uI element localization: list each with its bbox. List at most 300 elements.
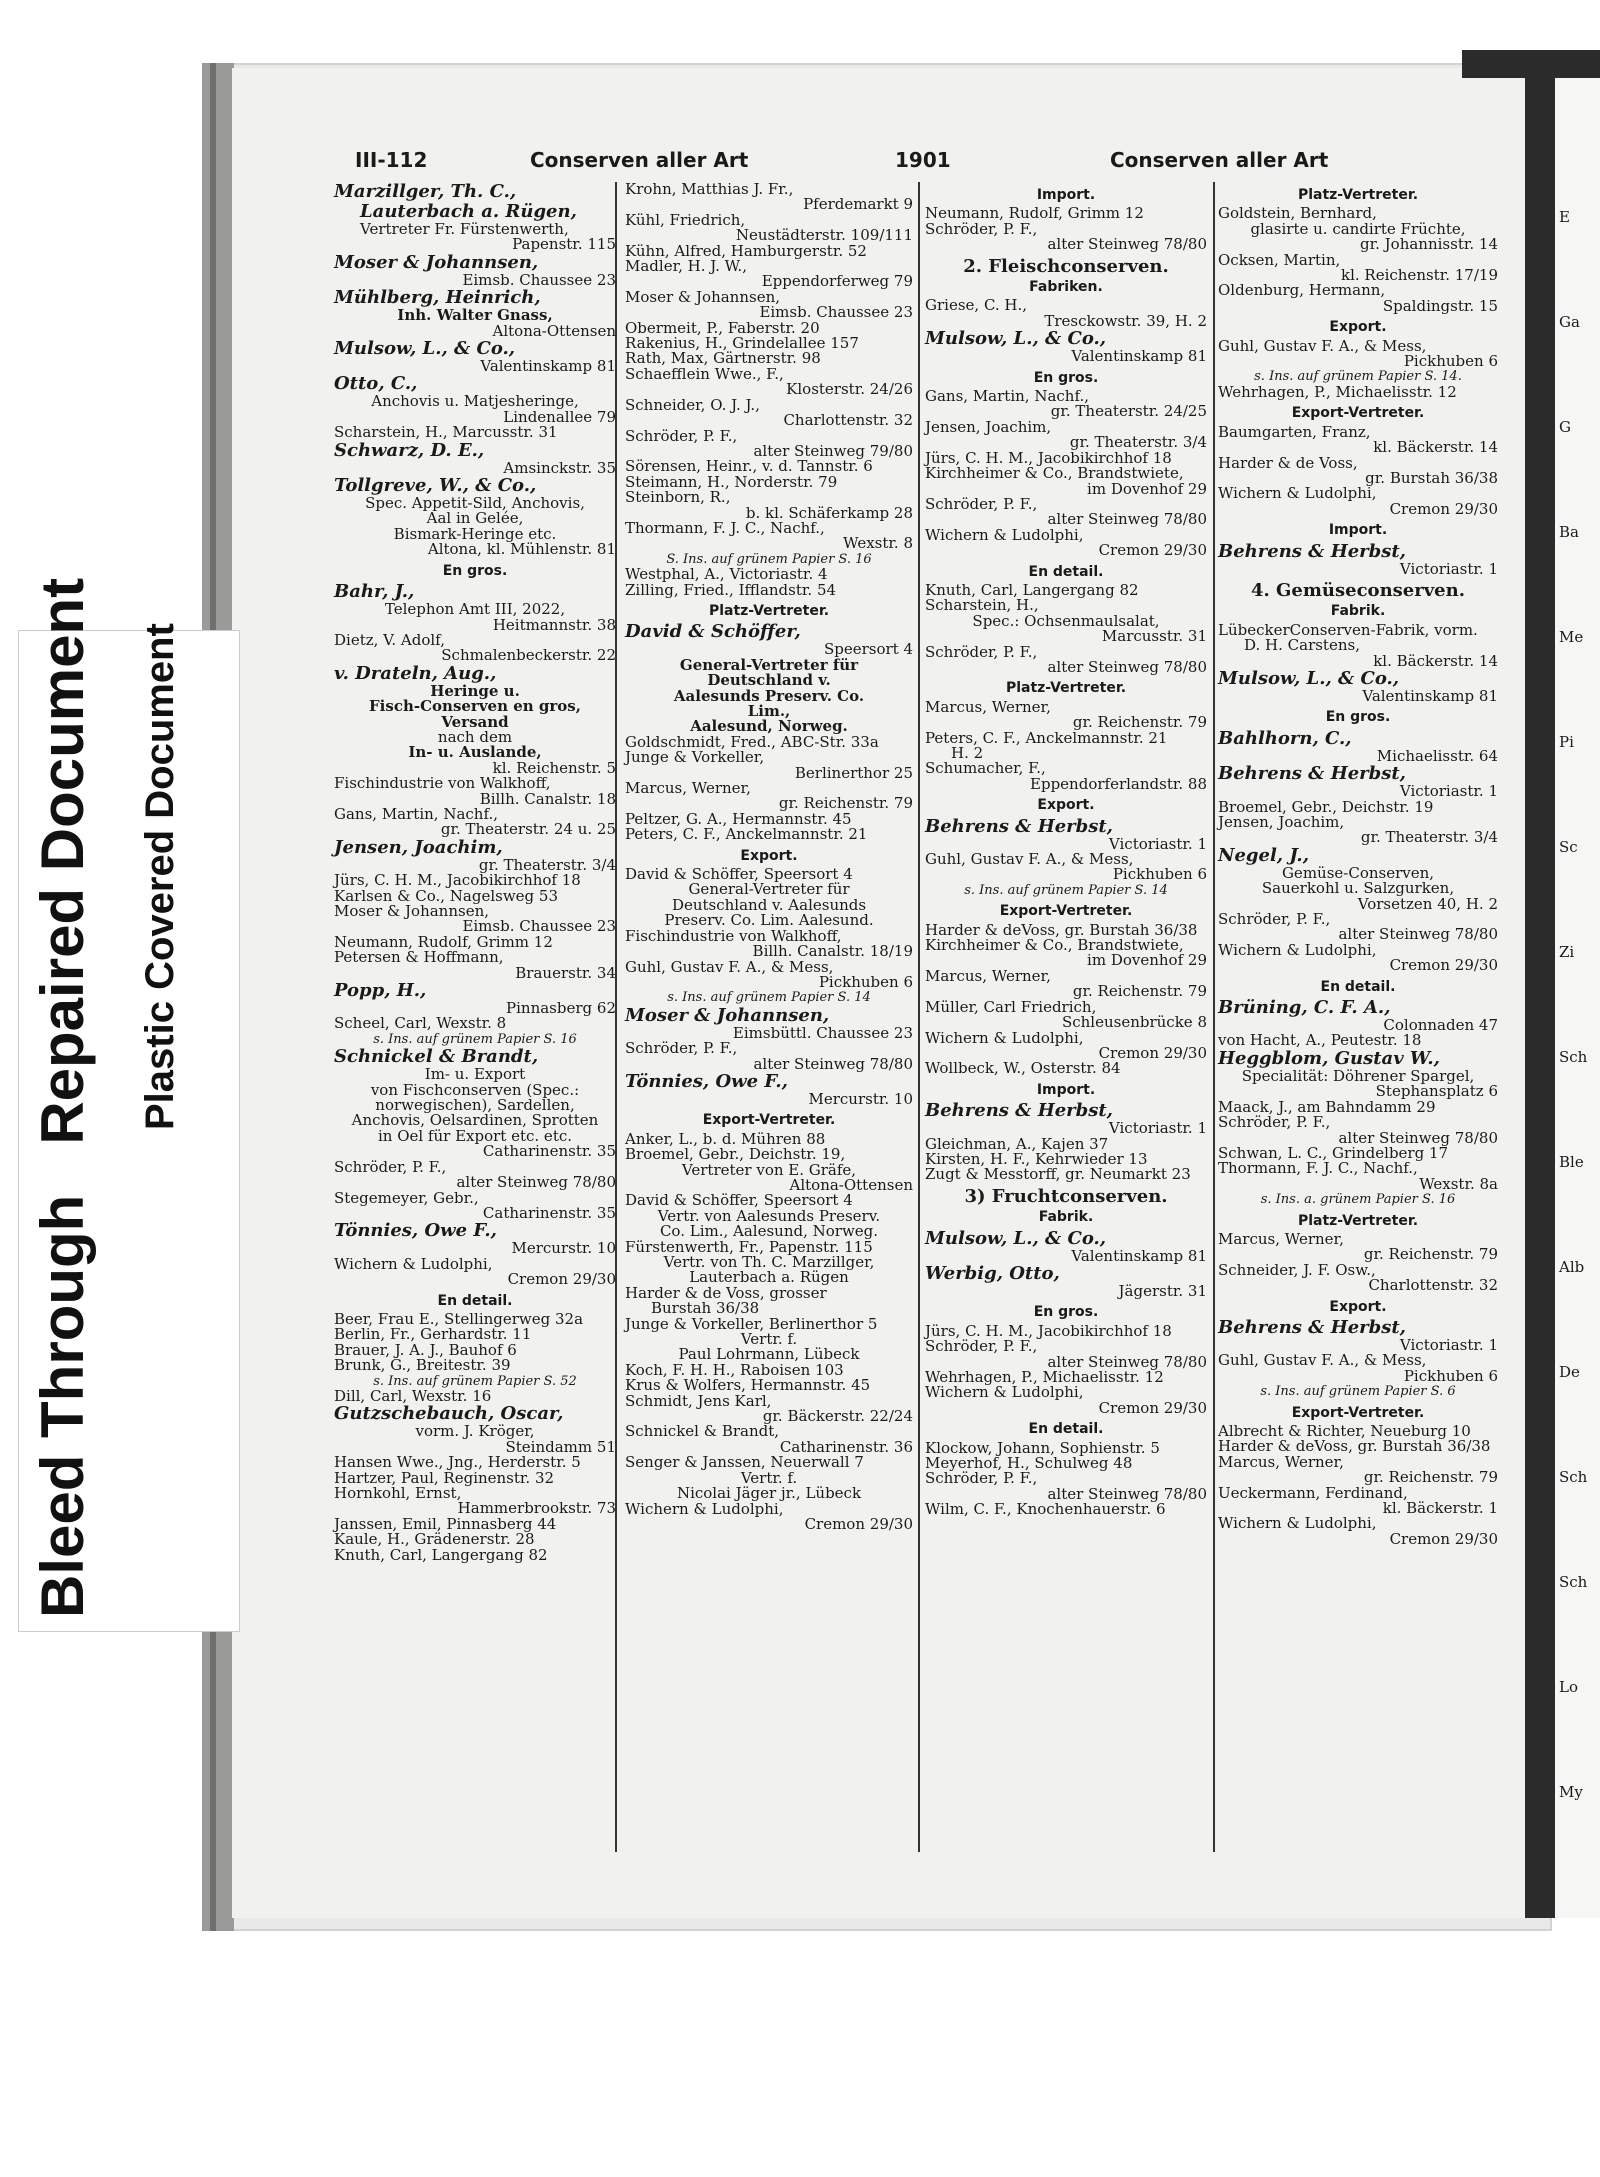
header-year: 1901 — [895, 148, 951, 172]
directory-line: kl. Bäckerstr. 14 — [1373, 651, 1498, 670]
firm-name: Otto, C., — [334, 373, 418, 395]
section-heading: Import. — [1036, 187, 1096, 203]
directory-line: Dill, Carl, Wexstr. 16 — [334, 1386, 492, 1405]
adjacent-page-text: Ble — [1559, 1153, 1584, 1171]
firm-name: Tollgreve, W., & Co., — [334, 475, 537, 497]
firm-name: Behrens & Herbst, — [1218, 1316, 1406, 1338]
directory-line: gr. Reichenstr. 79 — [1072, 982, 1207, 1001]
section-heading: Platz-Vertreter. — [1297, 187, 1419, 203]
directory-line: Sörensen, Heinr., v. d. Tannstr. 6 — [625, 457, 873, 476]
section-heading: En gros. — [442, 562, 508, 579]
directory-line: Wichern & Ludolphi, — [925, 1028, 1084, 1047]
adjacent-page-text: Me — [1559, 628, 1584, 646]
bleed-through-label — [28, 578, 97, 1618]
directory-line: Deutschland v. — [707, 671, 831, 690]
directory-line: Müller, Carl Friedrich, — [925, 997, 1097, 1016]
directory-line: Neumann, Rudolf, Grimm 12 — [925, 204, 1144, 223]
directory-line: Marcus, Werner, — [1218, 1452, 1344, 1471]
directory-line: Harder & de Voss, — [1218, 453, 1358, 472]
directory-line: Jensen, Joachim, — [1218, 813, 1345, 831]
repaired-document-text: Repaired Document — [29, 577, 96, 1145]
directory-line: Schneider, O. J. J., — [625, 395, 760, 414]
firm-name: Popp, H., — [334, 980, 427, 1002]
directory-line: Marcus, Werner, — [1218, 1229, 1344, 1248]
directory-line: Cremon 29/30 — [507, 1270, 616, 1289]
directory-line: gr. Reichenstr. 79 — [1363, 1245, 1498, 1264]
firm-name: Behrens & Herbst, — [925, 1100, 1113, 1122]
directory-line: Harder & de Voss, grosser — [625, 1283, 827, 1302]
directory-line: Wexstr. 8 — [843, 534, 913, 553]
directory-line: In- u. Auslande, — [408, 743, 542, 762]
directory-line: Dietz, V. Adolf, — [334, 630, 445, 649]
firm-name: David & Schöffer, — [625, 621, 801, 643]
directory-column-3 — [925, 182, 1207, 1518]
directory-line: Guhl, Gustav F. A., & Mess, — [925, 850, 1134, 869]
directory-line: Kühn, Alfred, Hamburgerstr. 52 — [625, 241, 867, 260]
directory-line: Ocksen, Martin, — [1218, 250, 1341, 269]
directory-line: Catharinenstr. 35 — [482, 1203, 616, 1222]
firm-name: Schwarz, D. E., — [334, 439, 485, 461]
directory-line: Zugt & Messtorff, gr. Neumarkt 23 — [925, 1165, 1191, 1184]
directory-line: Victoriastr. 1 — [1399, 559, 1498, 578]
directory-line: Pferdemarkt 9 — [803, 195, 913, 214]
directory-line: Baumgarten, Franz, — [1218, 422, 1371, 441]
directory-line: Wichern & Ludolphi, — [925, 525, 1084, 544]
directory-line: gr. Reichenstr. 79 — [1072, 713, 1207, 732]
directory-line: Ueckermann, Ferdinand, — [1218, 1483, 1408, 1502]
insert-note: s. Ins. auf grünem Papier S. 14. — [1254, 369, 1462, 385]
directory-line: Hartzer, Paul, Reginenstr. 32 — [334, 1468, 555, 1487]
directory-line: gr. Theaterstr. 3/4 — [1069, 433, 1207, 452]
directory-line: Janssen, Emil, Pinnasberg 44 — [334, 1514, 557, 1533]
directory-line: Knuth, Carl, Langergang 82 — [925, 580, 1139, 599]
directory-line: Gans, Martin, Nachf., — [925, 387, 1089, 406]
directory-line: alter Steinweg 78/80 — [1047, 510, 1207, 529]
directory-line: kl. Bäckerstr. 14 — [1373, 438, 1498, 457]
insert-note: s. Ins. auf grünem Papier S. 52 — [373, 1373, 577, 1389]
header-title-right: Conserven aller Art — [1110, 148, 1329, 172]
directory-line: Schröder, P. F., — [1218, 1113, 1331, 1132]
directory-line: Heitmannstr. 38 — [492, 615, 616, 634]
directory-line: Vertreter von E. Gräfe, — [681, 1160, 857, 1179]
directory-line: Victoriastr. 1 — [1108, 834, 1207, 853]
directory-line: Specialität: Döhrener Spargel, — [1241, 1066, 1475, 1085]
directory-line: Schröder, P. F., — [625, 1039, 738, 1058]
firm-name: Marzillger, Th. C., — [334, 181, 517, 202]
directory-line: Aalesund, Norweg. — [690, 717, 848, 736]
firm-name: Mulsow, L., & Co., — [1218, 667, 1400, 689]
directory-line: Schmalenbeckerstr. 22 — [441, 646, 616, 665]
directory-line: Spec.: Ochsenmaulsalat, — [972, 611, 1160, 630]
directory-line: vorm. J. Kröger, — [415, 1422, 535, 1441]
directory-line: Steindamm 51 — [505, 1437, 616, 1456]
adjacent-page-text: E — [1559, 208, 1570, 226]
directory-line: D. H. Carstens, — [1244, 636, 1360, 655]
directory-line: Jürs, C. H. M., Jacobikirchhof 18 — [925, 448, 1172, 467]
section-heading: Export-Vertreter. — [1291, 1404, 1425, 1421]
directory-line: Valentinskamp 81 — [1071, 1246, 1207, 1265]
directory-line: Telephon Amt III, 2022, — [384, 600, 566, 619]
directory-line: Eimsb. Chaussee 23 — [462, 270, 616, 289]
section-heading: Platz-Vertreter. — [1005, 680, 1127, 697]
directory-line: Scharstein, H., — [925, 596, 1039, 615]
directory-line: Schröder, P. F., — [925, 1337, 1038, 1356]
directory-line: Oldenburg, Hermann, — [1218, 281, 1386, 300]
firm-name: Heggblom, Gustav W., — [1218, 1047, 1440, 1069]
directory-line: Schröder, P. F., — [925, 494, 1038, 513]
directory-line: Scheel, Carl, Wexstr. 8 — [334, 1014, 507, 1033]
directory-line: gr. Theaterstr. 24 u. 25 — [440, 820, 616, 839]
firm-name: Mulsow, L., & Co., — [925, 1227, 1107, 1249]
directory-line: Spec. Appetit-Sild, Anchovis, — [365, 494, 585, 513]
directory-line: Co. Lim., Aalesund, Norweg. — [659, 1222, 879, 1241]
directory-line: Marcus, Werner, — [925, 697, 1051, 716]
directory-line: Schwan, L. C., Grindelberg 17 — [1218, 1143, 1449, 1162]
directory-line: Marcus, Werner, — [925, 966, 1051, 985]
insert-note: s. Ins. auf grünem Papier S. 6 — [1260, 1384, 1456, 1400]
page-number: III-112 — [355, 148, 428, 172]
directory-line: Westphal, A., Victoriastr. 4 — [625, 565, 828, 584]
insert-note: s. Ins. auf grünem Papier S. 14 — [964, 882, 1168, 898]
directory-line: LübeckerConserven-Fabrik, vorm. — [1218, 620, 1478, 639]
directory-line: Brauerstr. 34 — [515, 963, 616, 982]
directory-line: Altona-Ottensen — [789, 1175, 913, 1194]
section-heading: Export-Vertreter. — [999, 903, 1133, 920]
directory-line: von Fischconserven (Spec.: — [370, 1080, 580, 1099]
directory-line: gr. Reichenstr. 79 — [778, 794, 913, 813]
directory-line: Aal in Gelée, — [426, 509, 524, 528]
adjacent-page-text: Alb — [1559, 1258, 1585, 1276]
directory-line: Moser & Johannsen, — [625, 287, 780, 306]
firm-name: Behrens & Herbst, — [1218, 540, 1406, 562]
directory-line: Speersort 4 — [823, 640, 913, 659]
directory-line: Valentinskamp 81 — [1362, 686, 1498, 705]
scan-dark-edge-right — [1525, 68, 1555, 1918]
directory-line: Schröder, P. F., — [925, 219, 1038, 238]
directory-line: General-Vertreter für — [679, 655, 859, 674]
directory-line: Schröder, P. F., — [625, 426, 738, 445]
directory-line: David & Schöffer, Speersort 4 — [625, 865, 853, 884]
adjacent-page-text: Zi — [1559, 943, 1575, 961]
section-heading: Fabriken. — [1029, 279, 1103, 296]
section-heading: Export-Vertreter. — [1291, 405, 1425, 422]
firm-name: Schnickel & Brandt, — [334, 1046, 539, 1068]
column-rule — [918, 182, 920, 1852]
directory-line: Wichern & Ludolphi, — [1218, 940, 1377, 959]
directory-line: gr. Bäckerstr. 22/24 — [762, 1407, 913, 1426]
directory-line: Krus & Wolfers, Hermannstr. 45 — [625, 1376, 871, 1395]
directory-line: Cremon 29/30 — [1389, 956, 1498, 975]
directory-line: Billh. Canalstr. 18/19 — [752, 942, 913, 961]
firm-name: Gutzschebauch, Oscar, — [334, 1403, 564, 1425]
firm-name: Moser & Johannsen, — [334, 251, 539, 273]
plastic-covered-label: Plastic Covered Document — [138, 623, 182, 1130]
directory-line: Rakenius, H., Grindelallee 157 — [625, 334, 859, 353]
directory-line: Deutschland v. Aalesunds — [671, 895, 867, 914]
directory-line: Victoriastr. 1 — [1399, 1335, 1498, 1354]
directory-line: Berlinerthor 25 — [794, 763, 913, 782]
firm-name: Bahlhorn, C., — [1218, 727, 1352, 749]
section-heading: Export. — [740, 847, 798, 864]
directory-line: Brunk, G., Breitestr. 39 — [334, 1356, 511, 1375]
directory-line: Jürs, C. H. M., Jacobikirchhof 18 — [925, 1321, 1172, 1340]
directory-line: Charlottenstr. 32 — [783, 411, 913, 430]
directory-line: Kirchheimer & Co., Brandstwiete, — [925, 464, 1184, 483]
section-heading: Platz-Vertreter. — [708, 602, 830, 619]
directory-line: gr. Johannisstr. 14 — [1360, 235, 1498, 254]
adjacent-page-text: Sch — [1559, 1048, 1588, 1066]
directory-line: Hammerbrookstr. 73 — [457, 1499, 616, 1518]
directory-line: Tresckowstr. 39, H. 2 — [1044, 311, 1207, 330]
directory-line: Petersen & Hoffmann, — [334, 948, 504, 967]
directory-line: Catharinenstr. 35 — [482, 1142, 616, 1161]
directory-line: Broemel, Gebr., Deichstr. 19, — [625, 1145, 846, 1164]
directory-line: Fisch-Conserven en gros, — [369, 697, 581, 716]
directory-line: Amsinckstr. 35 — [503, 458, 616, 477]
directory-line: Neustädterstr. 109/111 — [735, 226, 913, 245]
directory-line: Beer, Frau E., Stellingerweg 32a — [334, 1309, 584, 1328]
directory-line: gr. Theaterstr. 3/4 — [478, 855, 616, 874]
firm-name: Moser & Johannsen, — [625, 1004, 830, 1026]
directory-line: Pickhuben 6 — [1403, 1366, 1498, 1385]
directory-line: Burstah 36/38 — [651, 1299, 760, 1318]
directory-line: Billh. Canalstr. 18 — [479, 789, 616, 808]
directory-line: Aalesunds Preserv. Co. — [673, 686, 865, 705]
adjacent-page-text: De — [1559, 1363, 1580, 1381]
directory-line: Broemel, Gebr., Deichstr. 19 — [1218, 797, 1434, 816]
section-heading: Platz-Vertreter. — [1297, 1212, 1419, 1229]
directory-line: Heringe u. — [430, 681, 520, 700]
directory-line: von Hacht, A., Peutestr. 18 — [1218, 1031, 1422, 1050]
directory-line: norwegischen), Sardellen, — [375, 1096, 575, 1115]
directory-line: Krohn, Matthias J. Fr., — [625, 180, 794, 198]
directory-line: Junge & Vorkeller, — [625, 748, 765, 767]
directory-line: Vertr. von Aalesunds Preserv. — [657, 1206, 881, 1225]
section-heading: En gros. — [1033, 369, 1099, 386]
directory-line: alter Steinweg 78/80 — [456, 1173, 616, 1192]
directory-line: Papenstr. 115 — [512, 235, 616, 254]
section-heading: En gros. — [1033, 1304, 1099, 1321]
firm-name: Mulsow, L., & Co., — [334, 338, 516, 360]
adjacent-page-text: Sc — [1559, 838, 1578, 856]
directory-line: Fürstenwerth, Fr., Papenstr. 115 — [625, 1237, 873, 1256]
directory-line: Griese, C. H., — [925, 296, 1028, 315]
section-heading: Import. — [1328, 522, 1388, 539]
directory-line: Berlin, Fr., Gerhardstr. 11 — [334, 1325, 532, 1344]
directory-line: Thormann, F. J. C., Nachf., — [625, 518, 825, 537]
directory-line: Hansen Wwe., Jng., Herderstr. 5 — [334, 1453, 581, 1472]
directory-line: Vertr. von Th. C. Marzillger, — [663, 1253, 875, 1271]
directory-line: Gleichman, A., Kajen 37 — [925, 1134, 1109, 1153]
directory-line: David & Schöffer, Speersort 4 — [625, 1191, 853, 1210]
directory-line: Knuth, Carl, Langergang 82 — [334, 1545, 548, 1564]
directory-line: Peltzer, G. A., Hermannstr. 45 — [625, 809, 852, 828]
directory-line: Wichern & Ludolphi, — [334, 1254, 493, 1273]
directory-line: Eppendorferlandstr. 88 — [1030, 774, 1207, 793]
directory-line: gr. Reichenstr. 79 — [1363, 1468, 1498, 1487]
column-rule — [1213, 182, 1215, 1852]
directory-line: Marcus, Werner, — [625, 779, 751, 798]
directory-line: Albrecht & Richter, Neueburg 10 — [1218, 1422, 1471, 1440]
directory-line: Maack, J., am Bahndamm 29 — [1218, 1097, 1436, 1116]
section-heading: Import. — [1036, 1081, 1096, 1098]
directory-line: Victoriastr. 1 — [1399, 782, 1498, 801]
directory-line: Anchovis, Oelsardinen, Sprotten — [351, 1111, 599, 1130]
directory-line: Wollbeck, W., Osterstr. 84 — [925, 1059, 1121, 1078]
firm-name: v. Drateln, Aug., — [334, 662, 497, 684]
firm-name: Behrens & Herbst, — [925, 815, 1113, 837]
directory-line: Schröder, P. F., — [1218, 910, 1331, 929]
directory-line: Charlottenstr. 32 — [1368, 1276, 1498, 1295]
directory-line: in Oel für Export etc. etc. — [377, 1126, 573, 1145]
directory-line: Wexstr. 8a — [1419, 1174, 1498, 1193]
directory-line: Neumann, Rudolf, Grimm 12 — [334, 932, 553, 951]
directory-line: kl. Reichenstr. 5 — [492, 758, 616, 777]
directory-line: Guhl, Gustav F. A., & Mess, — [1218, 1351, 1427, 1370]
directory-line: Jägerstr. 31 — [1118, 1281, 1207, 1300]
directory-line: gr. Burstah 36/38 — [1365, 468, 1498, 487]
firm-name: Brüning, C. F. A., — [1218, 997, 1391, 1019]
directory-line: Steimann, H., Norderstr. 79 — [625, 472, 838, 491]
directory-line: Marcusstr. 31 — [1101, 627, 1207, 646]
firm-name: Lauterbach a. Rügen, — [360, 201, 577, 222]
directory-line: Kaule, H., Grädenerstr. 28 — [334, 1530, 535, 1549]
directory-line: Brauer, J. A. J., Bauhof 6 — [334, 1340, 517, 1359]
directory-line: kl. Reichenstr. 17/19 — [1340, 266, 1498, 285]
directory-line: Obermeit, P., Faberstr. 20 — [625, 318, 820, 337]
directory-line: Senger & Janssen, Neuerwall 7 — [625, 1453, 864, 1472]
directory-line: Pinnasberg 62 — [506, 999, 616, 1018]
insert-note: s. Ins. auf grünem Papier S. 14 — [667, 990, 871, 1006]
directory-line: Spaldingstr. 15 — [1382, 296, 1498, 315]
section-heading: En detail. — [1320, 978, 1396, 995]
directory-line: Wilm, C. F., Knochenhauerstr. 6 — [925, 1500, 1166, 1519]
directory-line: Schröder, P. F., — [925, 1469, 1038, 1488]
section-heading: En gros. — [1325, 709, 1391, 726]
directory-line: Schröder, P. F., — [334, 1157, 447, 1176]
directory-line: Meyerhof, H., Schulweg 48 — [925, 1454, 1133, 1473]
directory-line: Eimsb. Chaussee 23 — [759, 303, 913, 322]
section-heading: 3) Fruchtconserven. — [964, 1185, 1168, 1207]
firm-name: Mulsow, L., & Co., — [925, 328, 1107, 350]
directory-line: Cremon 29/30 — [1389, 499, 1498, 518]
section-heading: Export-Vertreter. — [702, 1112, 836, 1129]
directory-line: General-Vertreter für — [688, 880, 850, 899]
directory-line: gr. Theaterstr. 24/25 — [1050, 402, 1207, 421]
directory-column-4 — [1218, 182, 1498, 1547]
directory-line: Altona-Ottensen — [492, 321, 616, 340]
directory-line: Lim., — [747, 702, 791, 720]
directory-line: Vertr. f. — [740, 1330, 798, 1349]
directory-line: Stephansplatz 6 — [1375, 1082, 1498, 1101]
firm-name: Tönnies, Owe F., — [625, 1070, 788, 1092]
directory-line: Scharstein, H., Marcusstr. 31 — [334, 423, 558, 442]
directory-line: kl. Bäckerstr. 1 — [1382, 1499, 1498, 1518]
directory-line: im Dovenhof 29 — [1087, 951, 1207, 970]
firm-name: Jensen, Joachim, — [334, 836, 503, 858]
directory-line: Gans, Martin, Nachf., — [334, 804, 498, 823]
directory-line: Schneider, J. F. Osw., — [1218, 1260, 1376, 1279]
directory-line: Wichern & Ludolphi, — [925, 1383, 1084, 1402]
directory-line: Fischindustrie von Walkhoff, — [334, 774, 551, 793]
directory-line: Koch, F. H. H., Raboisen 103 — [625, 1360, 844, 1379]
adjacent-page-text: G — [1559, 418, 1571, 436]
directory-line: Gemüse-Conserven, — [1281, 863, 1435, 882]
firm-name: Werbig, Otto, — [925, 1262, 1060, 1284]
directory-line: Im- u. Export — [424, 1065, 526, 1084]
directory-line: Zilling, Fried., Ifflandstr. 54 — [625, 580, 837, 599]
directory-line: Cremon 29/30 — [1098, 1398, 1207, 1417]
directory-line: Peters, C. F., Anckelmannstr. 21 — [625, 825, 868, 844]
directory-line: Madler, H. J. W., — [625, 257, 747, 276]
section-heading: Export. — [1329, 1298, 1387, 1315]
directory-line: Thormann, F. J. C., Nachf., — [1218, 1159, 1418, 1178]
firm-name: Behrens & Herbst, — [1218, 763, 1406, 785]
directory-column-2 — [625, 182, 913, 1532]
directory-line: Moser & Johannsen, — [334, 902, 489, 920]
directory-line: Harder & deVoss, gr. Burstah 36/38 — [1218, 1437, 1491, 1456]
directory-line: alter Steinweg 78/80 — [1338, 925, 1498, 944]
directory-line: alter Steinweg 78/80 — [1047, 1484, 1207, 1503]
directory-line: Vertreter Fr. Fürstenwerth, — [360, 220, 569, 238]
directory-line: Wehrhagen, P., Michaelisstr. 12 — [1218, 382, 1457, 401]
insert-note: s. Ins. auf grünem Papier S. 16 — [373, 1031, 577, 1047]
directory-line: Anchovis u. Matjesheringe, — [371, 392, 579, 411]
directory-line: Mercurstr. 10 — [511, 1239, 616, 1258]
directory-line: gr. Theaterstr. 3/4 — [1360, 828, 1498, 847]
directory-line: Catharinenstr. 36 — [779, 1437, 913, 1456]
directory-line: Eppendorferweg 79 — [761, 272, 913, 291]
directory-line: b. kl. Schäferkamp 28 — [745, 503, 913, 522]
section-heading: En detail. — [1028, 563, 1104, 580]
firm-name: Negel, J., — [1218, 844, 1309, 866]
directory-line: alter Steinweg 78/80 — [1047, 1352, 1207, 1371]
directory-line: Stegemeyer, Gebr., — [334, 1188, 479, 1207]
directory-line: H. 2 — [951, 744, 984, 762]
directory-line: glasirte u. candirte Früchte, — [1250, 219, 1466, 238]
directory-line: Schleusenbrücke 8 — [1061, 1013, 1207, 1032]
directory-line: Mercurstr. 10 — [808, 1089, 913, 1108]
directory-line: Cremon 29/30 — [1389, 1529, 1498, 1548]
adjacent-page-text: Ga — [1559, 313, 1580, 331]
directory-line: Paul Lohrmann, Lübeck — [678, 1345, 860, 1364]
adjacent-page-text: Lo — [1559, 1678, 1578, 1696]
directory-line: Preserv. Co. Lim. Aalesund. — [664, 911, 874, 930]
directory-line: Valentinskamp 81 — [1071, 347, 1207, 366]
firm-name: Mühlberg, Heinrich, — [334, 287, 541, 309]
directory-line: Kirsten, H. F., Kehrwieder 13 — [925, 1149, 1148, 1168]
directory-line: Anker, L., b. d. Mühren 88 — [625, 1129, 826, 1148]
directory-line: Eimsbüttl. Chaussee 23 — [732, 1023, 913, 1042]
page-header — [355, 148, 1495, 178]
directory-line: Wichern & Ludolphi, — [625, 1499, 784, 1518]
directory-line: alter Steinweg 78/80 — [1047, 235, 1207, 254]
section-heading: Fabrik. — [1038, 1209, 1094, 1226]
directory-line: Colonnaden 47 — [1383, 1016, 1498, 1035]
directory-line: Schumacher, F., — [925, 759, 1046, 778]
directory-line: Cremon 29/30 — [1098, 541, 1207, 560]
directory-line: nach dem — [437, 727, 513, 746]
directory-line: Goldstein, Bernhard, — [1218, 204, 1377, 223]
directory-line: Karlsen & Co., Nagelsweg 53 — [334, 886, 559, 905]
directory-line: Lauterbach a. Rügen — [689, 1268, 849, 1287]
directory-line: Pickhuben 6 — [818, 972, 913, 991]
directory-line: Klockow, Johann, Sophienstr. 5 — [925, 1438, 1160, 1457]
adjacent-page-text: Ba — [1559, 523, 1579, 541]
directory-line: Jensen, Joachim, — [925, 417, 1052, 436]
section-heading: Export. — [1037, 797, 1095, 814]
directory-line: Pickhuben 6 — [1403, 352, 1498, 371]
